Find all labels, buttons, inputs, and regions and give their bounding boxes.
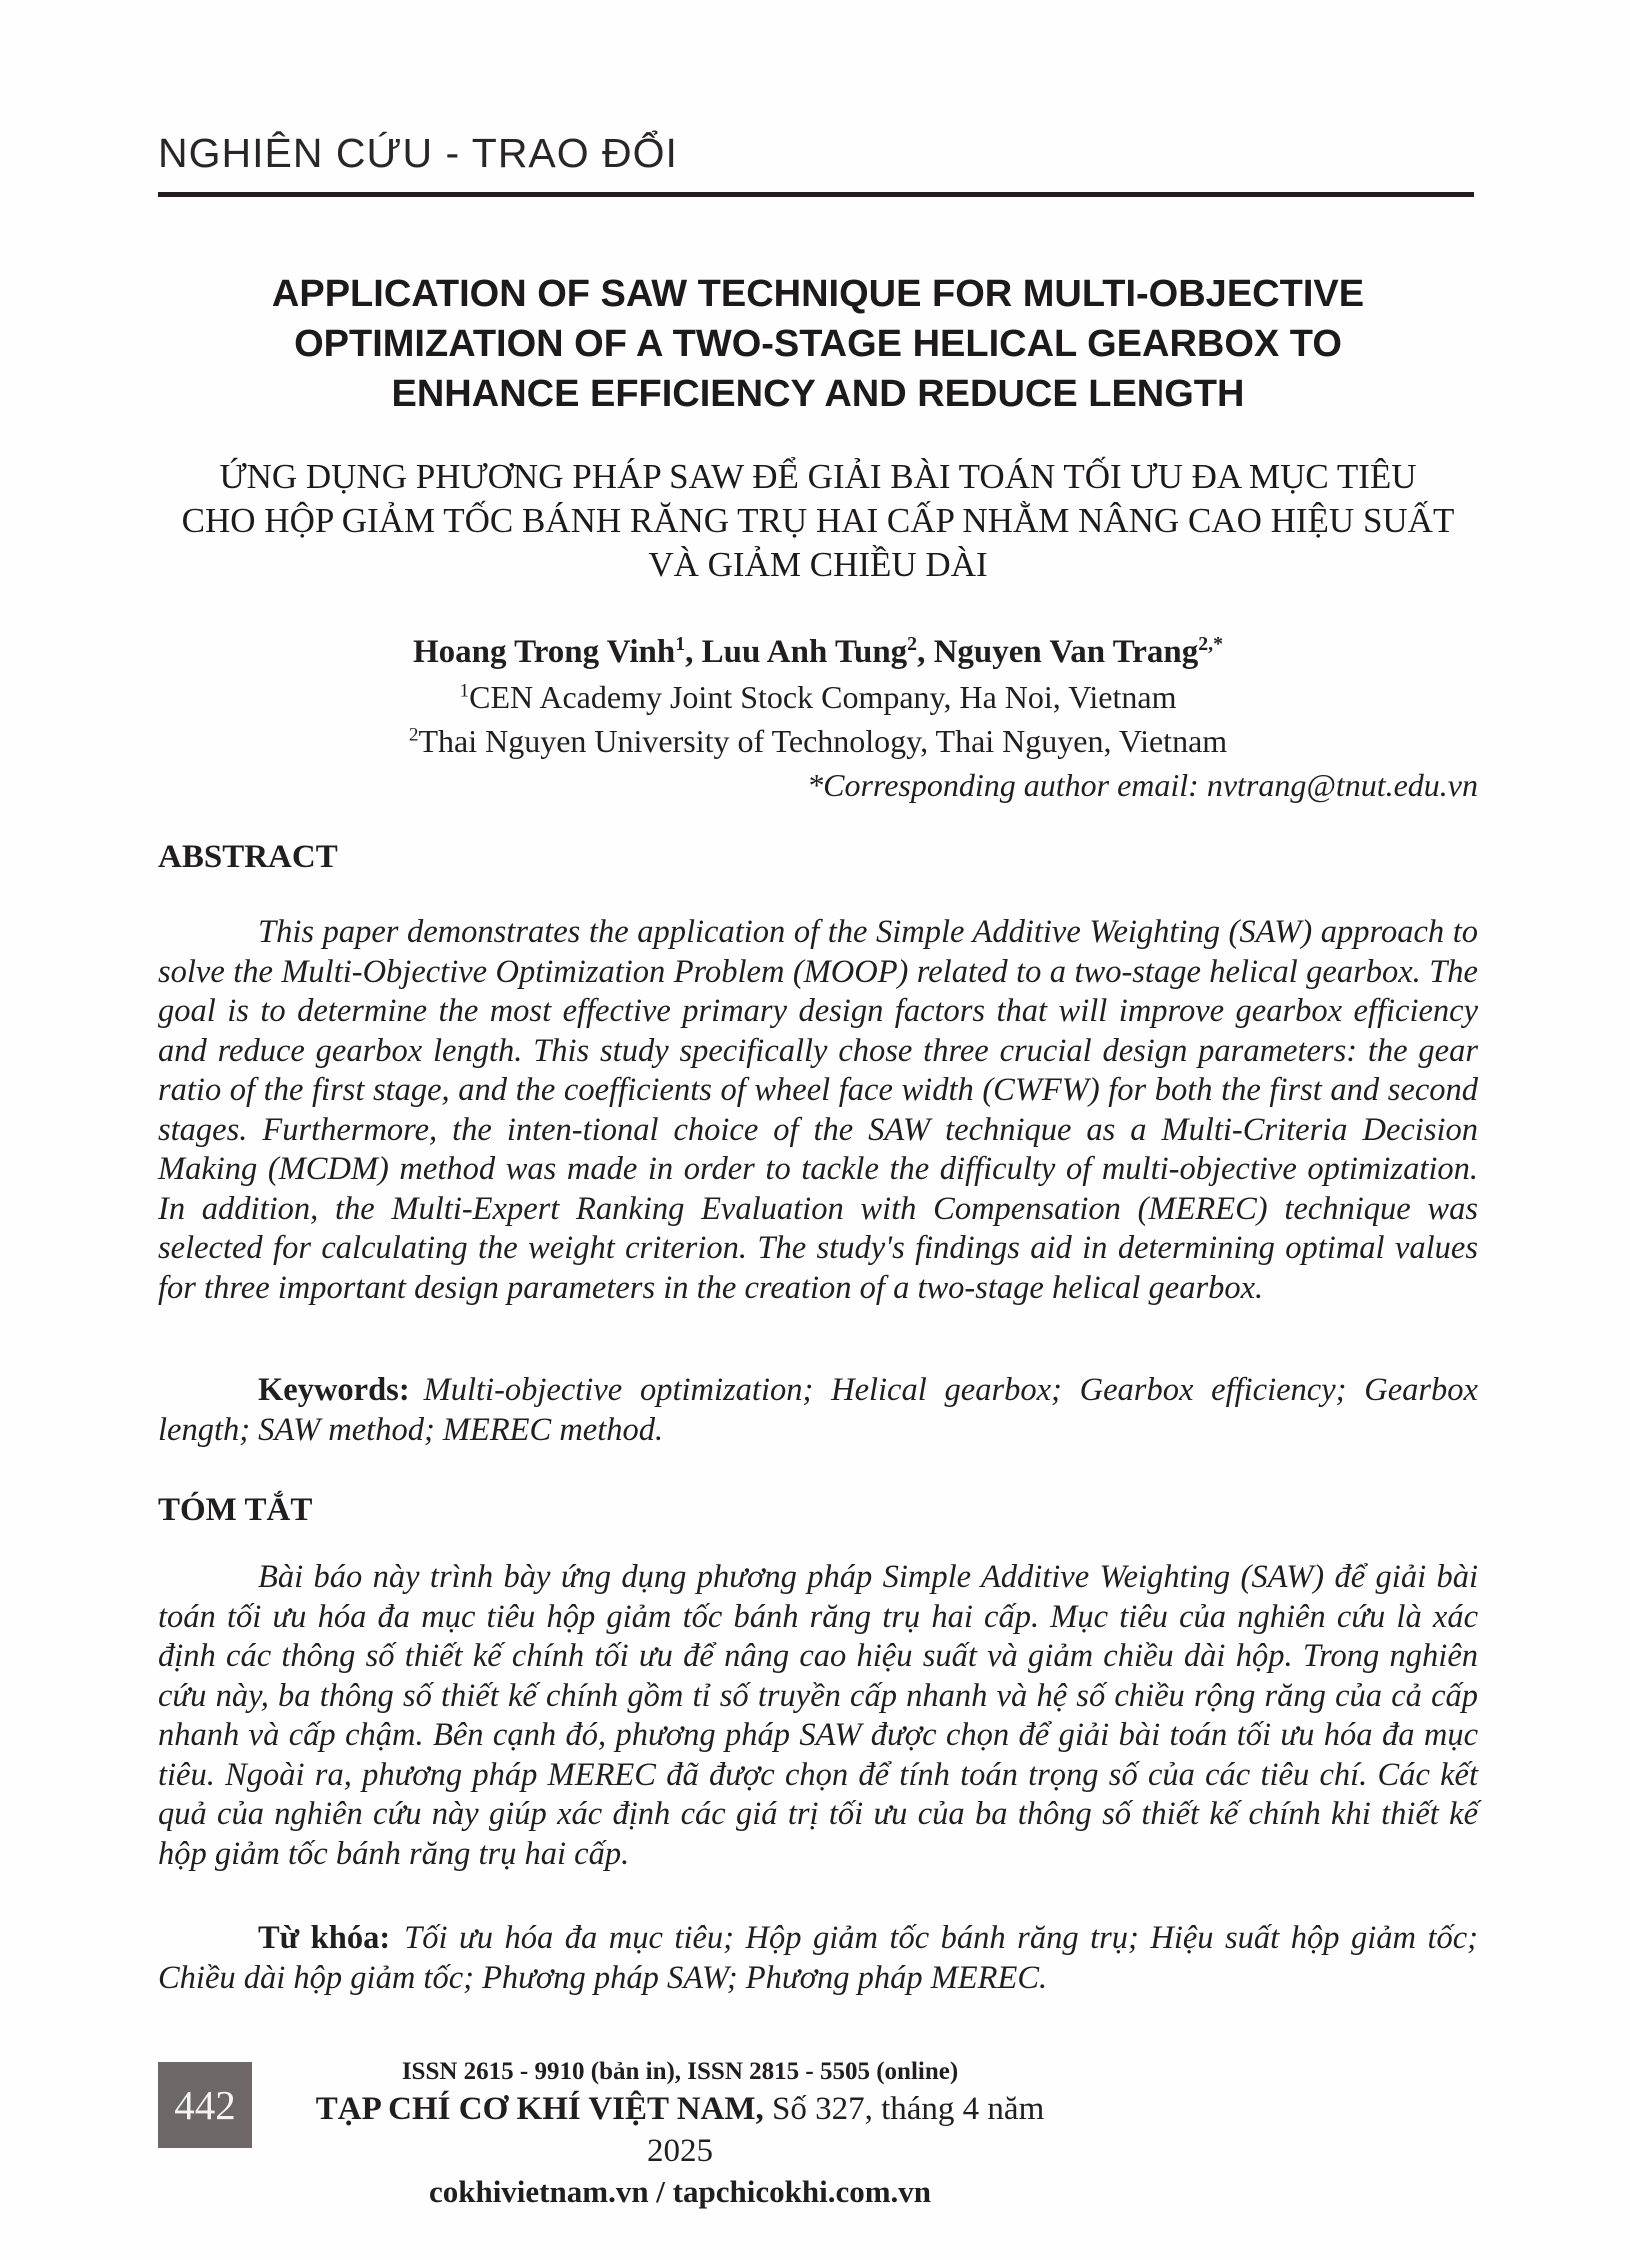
- affiliation-1-superscript: 1: [459, 680, 470, 702]
- affiliation-1-text: CEN Academy Joint Stock Company, Ha Noi, Vietnam: [469, 679, 1177, 715]
- title-en-line-2: OPTIMIZATION OF A TWO-STAGE HELICAL GEARBOX TO: [294, 323, 1342, 365]
- author-1-name: Hoang Trong Vinh: [412, 634, 676, 670]
- page-footer: [0, 2056, 1630, 2226]
- keywords-text: Multi-objective optimization; Helical gearbox; Gearbox efficiency; Gearbox length; SAW method; MEREC method.: [158, 1372, 1478, 1448]
- keywords-paragraph: [158, 1370, 1478, 1450]
- abstract-paragraph: This paper demonstrates the application of the Simple Additive Weighting (SAW) approach to solve the Multi-Objective Optimization Problem (MOOP) related to a two-stage helical gearbox. The goal is to determine the most effective primary design factors that will improve gearbox efficiency and reduce gearbox length. This study specifically chose three crucial design parameters: the gear ratio of the first stage, and the coefficients of wheel face width (CWFW) for both the first and second stages. Furthermore, the inten-tional choice of the SAW technique as a Multi-Criteria Decision Making (MCDM) method was made in order to tackle the difficulty of multi-objective optimization. In addition, the Multi-Expert Ranking Evaluation with Compensation (MEREC) technique was selected for calculating the weight criterion. The study's findings aid in determining optimal values for three important design parameters in the creation of a two-stage helical gearbox.: [158, 914, 1478, 1306]
- title-en-line-3: ENHANCE EFFICIENCY AND REDUCE LENGTH: [391, 373, 1245, 415]
- title-vi-line-3: VÀ GIẢM CHIỀU DÀI: [648, 545, 988, 584]
- affiliation-2: [158, 719, 1478, 763]
- author-1-superscript: 1: [675, 633, 686, 655]
- footer-issn-line: ISSN 2615 - 9910 (bản in), ISSN 2815 - 5505 (online): [401, 2058, 959, 2085]
- tomtat-paragraph: Bài báo này trình bày ứng dụng phương pháp Simple Additive Weighting (SAW) để giải bài toán tối ưu hóa đa mục tiêu hộp giảm tốc bánh răng trụ hai cấp. Mục tiêu của nghiên cứu là xác định các thông số thiết kế chính tối ưu để nâng cao hiệu suất và giảm chiều dài hộp. Trong nghiên cứu này, ba thông số thiết kế chính gồm tỉ số truyền cấp nhanh và hệ số chiều rộng răng của cả cấp nhanh và cấp chậm. Bên cạnh đó, phương pháp SAW được chọn để giải bài toán tối ưu hóa đa mục tiêu. Ngoài ra, phương pháp MEREC đã được chọn để tính toán trọng số của các tiêu chí. Các kết quả của nghiên cứu này giúp xác định các giá trị tối ưu của ba thông số thiết kế chính khi thiết kế hộp giảm tốc bánh răng trụ hai cấp.: [158, 1559, 1478, 1872]
- tukhoa-label: Từ khóa:: [258, 1920, 391, 1956]
- paper-title-vi: [158, 455, 1478, 587]
- affiliation-2-text: Thai Nguyen University of Technology, Thai Nguyen, Vietnam: [418, 723, 1228, 759]
- paper-title-en: [158, 269, 1478, 419]
- footer-journal-issue: Số 327, tháng 4 năm 2025: [647, 2091, 1045, 2169]
- keywords-label: Keywords:: [258, 1372, 410, 1408]
- section-header: NGHIÊN CỨU - TRAO ĐỔI: [158, 130, 678, 176]
- affiliation-1: [158, 675, 1478, 719]
- author-2-name: , Luu Anh Tung: [685, 634, 908, 670]
- title-vi-line-2: CHO HỘP GIẢM TỐC BÁNH RĂNG TRỤ HAI CẤP NHẰM NÂNG CAO HIỆU SUẤT: [181, 501, 1455, 540]
- author-3-name: , Nguyen Van Trang: [917, 634, 1199, 670]
- author-1: [413, 634, 685, 670]
- author-3-superscript: 2,*: [1198, 633, 1224, 655]
- authors-line: [158, 629, 1478, 675]
- page-content: [158, 0, 1478, 1998]
- header-rule: [158, 192, 1474, 197]
- author-2-superscript: 2: [907, 633, 918, 655]
- affiliation-2-superscript: 2: [408, 724, 419, 746]
- page-number: 442: [174, 2082, 236, 2128]
- footer-journal-line: [280, 2088, 1080, 2172]
- tukhoa-text: Tối ưu hóa đa mục tiêu; Hộp giảm tốc bánh răng trụ; Hiệu suất hộp giảm tốc; Chiều dài hộp giảm tốc; Phương pháp SAW; Phương pháp MEREC.: [158, 1920, 1478, 1996]
- abstract-heading: ABSTRACT: [158, 839, 338, 875]
- footer-journal-name: TẠP CHÍ CƠ KHÍ VIỆT NAM,: [315, 2091, 764, 2127]
- author-3: [917, 634, 1223, 670]
- title-en-line-1: APPLICATION OF SAW TECHNIQUE FOR MULTI-OBJECTIVE: [271, 273, 1365, 315]
- footer-text-block: [280, 2056, 1080, 2212]
- tukhoa-paragraph: [158, 1918, 1478, 1998]
- tomtat-heading: TÓM TẮT: [158, 1492, 313, 1528]
- title-vi-line-1: ỨNG DỤNG PHƯƠNG PHÁP SAW ĐỂ GIẢI BÀI TOÁN TỐI ƯU ĐA MỤC TIÊU: [219, 457, 1417, 496]
- footer-website-line: cokhivietnam.vn / tapchicokhi.com.vn: [428, 2174, 932, 2209]
- author-2: [685, 634, 917, 670]
- corresponding-author-line: *Corresponding author email: nvtrang@tnut.edu.vn: [807, 767, 1478, 803]
- page-number-badge: [158, 2062, 252, 2148]
